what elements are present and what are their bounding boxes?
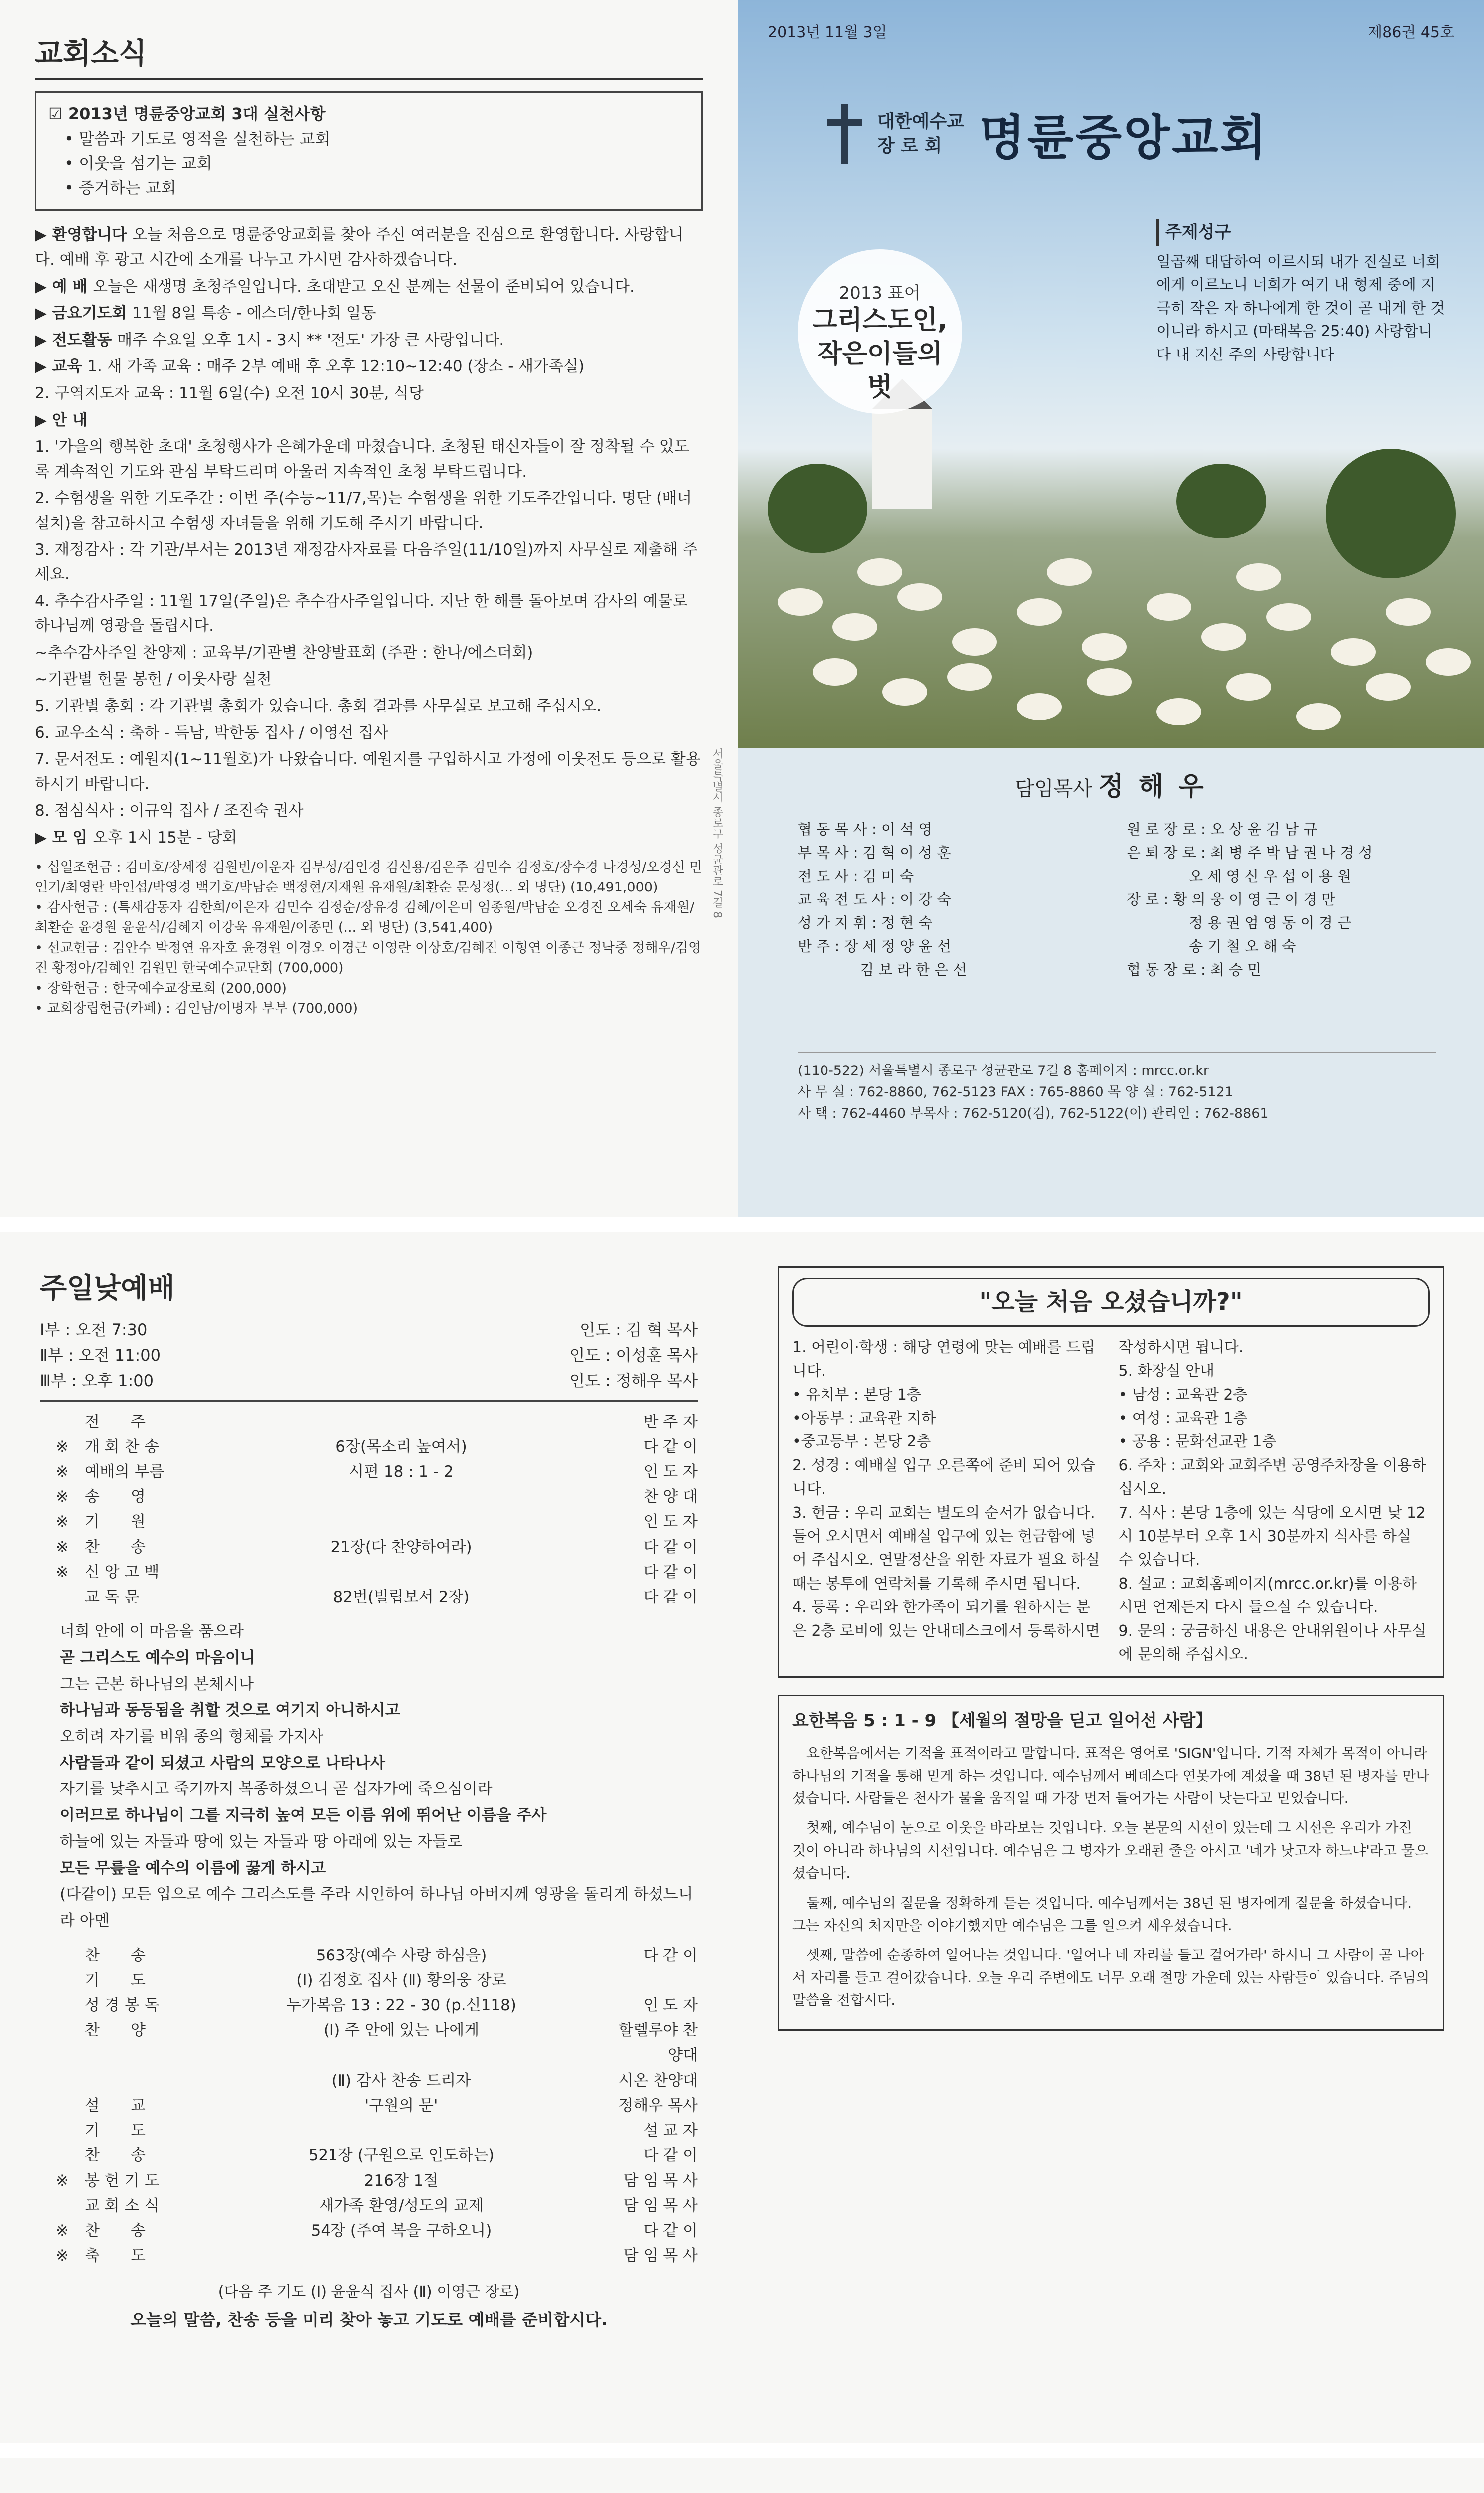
order-row [40,1459,698,1484]
order-detail: 216장 1절 [364,2171,439,2190]
sheep-icon [882,678,927,706]
address-line: (110-522) 서울특별시 종로구 성균관로 7길 8 홈페이지 : mrcc.or.kr [798,1063,1209,1078]
news-label: ▶ 안 내 [35,411,88,429]
order-person: 다 같 이 [643,1437,698,1456]
order-item: 개 회 찬 송 [85,1437,160,1456]
creed-line: 모든 무릎을 예수의 이름에 꿇게 하시고 [60,1859,326,1877]
news-item [35,408,703,433]
staff-entry: 교 육 전 도 사 : 이 강 숙 [798,890,951,908]
responsive-reading [60,1618,698,1934]
order-person: 정해우 목사 [618,2096,698,2115]
cover-panel [738,0,1484,1217]
guide-line: • 여성 : 교육관 1층 [1118,1410,1248,1427]
order-person: 인 도 자 [643,1513,698,1531]
service-times [40,1317,698,1402]
news-item [35,223,703,272]
address-line: 사 택 : 762-4460 부목사 : 762-5120(김), 762-5122(이) 관리인 : 762-8861 [798,1106,1269,1122]
news-text: 오늘은 새생명 초청주일입니다. 초대받고 오신 분께는 선물이 준비되어 있습니다. [93,277,635,296]
sheep-icon [832,613,877,641]
offering-note: • 십일조헌금 : 김미호/장세정 김원빈/이운자 김부성/김인경 김신용/김은주 김민수 김정호/장수경 나경성/오경신 민인기/최영란 박인섭/박영경 백기호/박남순 백정현/지재원 유재원/최환순 문성정(... 외 명단) (10,491,000) [35,859,703,895]
order-mark [40,1943,85,1968]
theme-item: • 말씀과 기도로 영적을 실천하는 교회 [48,129,330,148]
guide-line: 2. 성경 : 예배실 입구 오른쪽에 준비 되어 있습니다. [792,1456,1095,1498]
cross-icon [827,104,862,164]
order-detail: (Ⅰ) 김정호 집사 (Ⅱ) 황의웅 장로 [296,1971,506,1989]
news-item [35,538,703,587]
meditation-title: 요한복음 5 : 1 - 9 【세월의 절망을 딛고 일어선 사람】 [792,1711,1213,1731]
order-mark: ※ [56,1488,69,1506]
order-row [40,2193,698,2218]
guide-line: • 유치부 : 본당 1층 [792,1386,921,1404]
news-list [35,223,703,850]
order-detail [194,2243,608,2268]
visitor-guide [778,1266,1444,1678]
order-person: 담 임 목 사 [623,2196,698,2215]
sheep-icon [1331,638,1376,666]
service-time: Ⅱ부 : 오전 11:00 [40,1346,161,1365]
news-item [35,747,703,797]
creed-line: 사람들과 같이 되셨고 사람의 모양으로 나타나사 [60,1754,385,1772]
sheep-icon [1366,673,1411,701]
creed-line: 그는 근본 하나님의 본체시나 [60,1675,254,1693]
side-address: 서울특별시 종로구 성균관로 7길 8 [711,748,723,918]
order-item [85,2068,194,2093]
guide-right [1119,1336,1430,1666]
order-item: 찬 양 [85,2021,146,2040]
sheep-icon [813,658,857,686]
sheep-icon [1156,698,1201,725]
order-row [40,1993,698,2018]
news-text: 1. 새 가족 교육 : 매주 2부 예배 후 오후 12:10~12:40 (장소 - 새가족실) [87,357,585,376]
meditation-paragraph: 셋째, 말씀에 순종하여 일어나는 것입니다. '일어나 네 자리를 들고 걸어가라' 하시니 그 사람이 곧 나아서 자리를 들고 걸어갔습니다. 오늘 우리 주변에도 너무 오래 절망 가운데 있는 사람들이 있습니다. 주님의 말씀을 전합시다. [792,1947,1430,2008]
news-item [35,355,703,379]
staff-entry: 정 용 권 엄 영 동 이 경 근 [1127,914,1352,931]
senior-pastor: 담임목사 정 해 우 [1015,772,1207,802]
order-detail: 누가복음 13 : 22 - 30 (p.신118) [286,1996,516,2014]
issue-date: 2013년 11월 3일 [768,24,887,41]
news-label: ▶ 모 임 [35,829,93,847]
order-item: 축 도 [85,2247,146,2265]
guide-line: • 남성 : 교육관 2층 [1118,1386,1248,1404]
news-item [35,721,703,746]
news-item [35,694,703,719]
order-mark: ※ [56,2171,69,2190]
staff-entry: 김 보 라 한 은 선 [798,961,967,978]
order-item: 신 앙 고 백 [85,1563,160,1581]
news-item [35,667,703,692]
order-person: 다 같 이 [643,1538,698,1556]
order-detail: 82번(빌립보서 2장) [333,1588,470,1606]
order-mark [40,2193,85,2218]
order-detail: 6장(목소리 높여서) [335,1437,467,1456]
order-row [40,1484,698,1509]
order-person: 설 교 자 [643,2122,698,2140]
order-row [40,2168,698,2193]
order-mark: ※ [56,1513,69,1531]
news-text: ~추수감사주일 찬양제 : 교육부/기관별 찬양발표회 (주관 : 한나/에스더회) [35,643,533,662]
order-mark: ※ [56,2221,69,2240]
order-detail [194,1509,608,1534]
order-person: 담 임 목 사 [623,2247,698,2265]
news-item [35,799,703,824]
order-detail: 521장 (구원으로 인도하는) [308,2146,495,2165]
sheep-icon [1047,558,1092,586]
guide-line: 1. 어린이·학생 : 해당 연령에 맞는 예배를 드립니다. [792,1338,1095,1380]
fold-line [0,1217,1484,1232]
church-address [798,1052,1436,1125]
order-detail: (Ⅱ) 감사 찬송 드리자 [331,2071,471,2090]
staff-entry: 협 동 목 사 : 이 석 영 [798,821,933,838]
news-title: 교회소식 [35,30,703,80]
order-item: 전 주 [85,1413,146,1431]
sheep-icon [1017,693,1062,720]
order-detail [194,1410,608,1434]
order-item: 찬 송 [85,2146,146,2165]
order-person: 다 같 이 [643,1588,698,1606]
sheep-icon [1426,648,1471,676]
news-text: 6. 교우소식 : 축하 - 득남, 박한동 집사 / 이영선 집사 [35,723,389,742]
order-mark [40,2093,85,2118]
news-item [35,826,703,851]
order-row [40,1560,698,1585]
sheep-icon [897,583,942,611]
staff-entry: 반 주 : 장 세 정 양 윤 선 [798,937,951,955]
creed-line: 하늘에 있는 자들과 땅에 있는 자들과 땅 아래에 있는 자들로 [60,1832,463,1851]
order-item: 기 도 [85,2122,146,2140]
news-label: ▶ 금요기도회 [35,304,133,323]
order-mark [40,2018,85,2068]
order-item: 교 회 소 식 [85,2196,160,2215]
service-leader: 인도 : 이성훈 목사 [569,1346,698,1365]
creed-line: 자기를 낮추시고 죽기까지 복종하셨으니 곧 십자가에 죽으심이라 [60,1780,493,1798]
creed-line: 이러므로 하나님이 그를 지극히 높여 모든 이름 위에 뛰어난 이름을 주사 [60,1806,547,1825]
worship-order-cont [40,1943,698,2269]
guide-line: 5. 화장실 안내 [1118,1362,1215,1380]
news-text: 7. 문서전도 : 예원지(1~11월호)가 나왔습니다. 예원지를 구입하시고 가정에 이웃전도 등으로 활용하시기 바랍니다. [35,750,701,793]
order-item: 교 독 문 [85,1588,140,1606]
order-item: 찬 송 [85,2221,146,2240]
order-person: 다 같 이 [643,2146,698,2165]
visitor-guide-panel [738,1232,1484,2443]
worship-order [40,1410,698,1610]
guide-line: 3. 헌금 : 우리 교회는 별도의 순서가 없습니다. 들어 오시면서 예배실 입구에 있는 헌금함에 넣어 주십시오. 연말정산을 위한 자료가 필요 하실 때는 봉투에 연락처를 기록해 주시면 됩니다. [792,1504,1100,1593]
sheep-icon [1087,668,1132,696]
meditation-paragraph: 요한복음에서는 기적을 표적이라고 말합니다. 표적은 영어로 'SIGN'입니다. 기적 자체가 목적이 아니라 하나님의 기적을 통해 믿게 하는 것입니다. 예수님께서 베데스다 연못가에 계셨을 때 38년 된 병자를 만나셨습니다. 사람들은 천사가 물을 움직일 때 가장 먼저 들어가는 사람이 낫는다고 믿었습니다. [792,1745,1430,1807]
order-mark [40,1410,85,1434]
order-mark [40,1993,85,2018]
order-item: 송 영 [85,1488,146,1506]
order-item: 찬 송 [85,1946,146,1964]
news-item [35,301,703,326]
order-mark [40,2068,85,2093]
staff-entry: 전 도 사 : 김 미 숙 [798,867,914,885]
order-person: 인 도 자 [643,1996,698,2014]
order-person: 찬 양 대 [643,1488,698,1506]
news-text: 1. '가을의 행복한 초대' 초청행사가 은혜가운데 마쳤습니다. 초청된 태신자들이 잘 정착될 수 있도록 계속적인 기도와 관심 부탁드리며 아울러 지속적인 초청 부탁드립니다. [35,438,689,481]
order-mark: ※ [56,1437,69,1456]
sunday-worship-panel [0,1232,738,2443]
sheep-icon [1266,603,1311,631]
guide-line: 8. 설교 : 교회홈페이지(mrcc.or.kr)를 이용하시면 언제든지 다시 들으실 수 있습니다. [1118,1575,1417,1616]
creed-line: (다같이) 모든 입으로 예수 그리스도를 주라 시인하여 하나님 아버지께 영광을 돌리게 하셨느니라 아멘 [60,1885,693,1930]
staff-entry: 성 가 지 휘 : 정 현 숙 [798,914,933,931]
order-row [40,1585,698,1609]
offering-note: • 선교헌금 : 김안수 박정연 유자호 윤경원 이경오 이경근 이영란 이상호/김혜진 이형연 이종근 정낙중 정해우/김영진 황정아/김혜인 김원민 한국예수교단회 (700,000) [35,940,702,976]
calendar-panel [738,2458,1484,2493]
order-row [40,1968,698,1993]
news-text: 2. 구역지도자 교육 : 11월 6일(수) 오전 10시 30분, 식당 [35,384,424,402]
staff-entry: 협 동 장 로 : 최 승 민 [1127,961,1262,978]
order-detail: 21장(다 찬양하여라) [330,1538,472,1556]
staff-entry: 송 기 철 오 해 숙 [1127,937,1296,955]
staff-entry: 원 로 장 로 : 오 상 윤 김 남 규 [1127,821,1318,838]
order-row [40,2018,698,2068]
news-item [35,381,703,406]
order-person: 인 도 자 [643,1463,698,1481]
staff-entry: 장 로 : 황 의 웅 이 영 근 이 경 만 [1127,890,1336,908]
guide-line: 6. 주차 : 교회와 교회주변 공영주차장을 이용하십시오. [1118,1456,1427,1498]
theme-title: ☑ 2013년 명륜중앙교회 3대 실천사항 [48,104,326,123]
service-time: Ⅰ부 : 오전 7:30 [40,1320,148,1339]
guide-line: •중고등부 : 본당 2층 [792,1433,931,1451]
fold-line [0,2443,1484,2458]
church-news-panel [0,0,738,1217]
afternoon-worship-panel [0,2458,738,2493]
order-item: 찬 송 [85,1538,146,1556]
sheep-icon [1017,598,1062,626]
order-detail: (Ⅰ) 주 안에 있는 나에게 [323,2021,480,2040]
creed-line: 오히려 자기를 비워 종의 형체를 가지사 [60,1728,324,1746]
church-title [827,100,1268,168]
meditation [778,1695,1444,2031]
sheep-icon [952,628,997,656]
guide-line: • 공용 : 문화선교관 1층 [1118,1433,1277,1451]
sheep-icon [1226,673,1271,701]
news-label: ▶ 예 배 [35,277,93,296]
order-row [40,1509,698,1534]
theme-verse: 주제성구 일곱째 대답하여 이르시되 내가 진실로 너희에게 이르노니 너희가 여기 내 형제 중에 지극히 작은 자 하나에게 한 것이 곧 내게 한 것이니라 하시고 (마태복음 25:40) 사랑합니다 내 지신 주의 사랑합니다 [1156,219,1446,366]
visitor-title: "오늘 처음 오셨습니까?" [792,1278,1430,1327]
order-detail [194,1484,608,1509]
news-item [35,486,703,535]
address-line: 사 무 실 : 762-8860, 762-5123 FAX : 765-8860 목 양 실 : 762-5121 [798,1084,1233,1100]
staff-entry: 부 목 사 : 김 혁 이 성 훈 [798,844,951,861]
order-row [40,2218,698,2243]
sheep-icon [1236,563,1281,591]
news-item [35,328,703,353]
order-detail [194,1560,608,1585]
news-text: 2. 수험생을 위한 기도주간 : 이번 주(수능~11/7,목)는 수험생을 위한 기도주간입니다. 명단 (배너설치)을 참고하시고 수험생 자녀들을 위해 기도해 주시기 바랍니다. [35,489,692,532]
order-person: 반 주 자 [643,1413,698,1431]
order-row [40,2143,698,2168]
order-person [608,1968,698,1993]
order-detail [194,2118,608,2143]
news-text: 8. 점심식사 : 이규익 집사 / 조진숙 권사 [35,802,304,820]
order-person: 담 임 목 사 [623,2171,698,2190]
news-text: 4. 추수감사주일 : 11월 17일(주일)은 추수감사주일입니다. 지난 한 해를 돌아보며 감사의 예물로 하나님께 영광을 돌립시다. [35,592,688,635]
sheep-icon [857,558,902,586]
order-row [40,2118,698,2143]
church-name: 명륜중앙교회 [979,110,1269,166]
offering-note: • 감사헌금 : (특새감동자 김한희/이은자 김민수 김정순/장유경 김혜/이은미 엄종원/박남순 오경진 오세숙 유재원/최환순 윤경원 윤윤식/김혜지 이강욱 유재원/이종민 (... 외 명단) (3,541,400) [35,899,695,936]
order-mark: ※ [56,1563,69,1581]
guide-line: 작성하시면 됩니다. [1118,1338,1244,1356]
order-mark [40,1968,85,1993]
offering-note: • 장학헌금 : 한국예수교장로회 (200,000) [35,980,287,996]
sheep-icon [947,663,992,691]
meditation-paragraph: 첫째, 예수님이 눈으로 이웃을 바라보는 것입니다. 오늘 본문의 시선이 있는데 그 시선은 우리가 가진 것이 아니라 하나님의 시선입니다. 예수님은 그 병자가 오래된 줄을 아시고 '네가 낫고자 하느냐'라고 물으셨습니다. [792,1819,1429,1882]
service-leader: 인도 : 김 혁 목사 [580,1320,698,1339]
staff-entry: 오 세 영 신 우 섭 이 용 원 [1127,867,1352,885]
news-text: 5. 기관별 총회 : 각 기관별 총회가 있습니다. 총회 결과를 사무실로 보고해 주십시오. [35,697,602,715]
order-detail: 새가족 환영/성도의 교제 [319,2196,484,2215]
order-person: 할렐루야 찬양대 [618,2021,698,2065]
guide-line: •아동부 : 교육관 지하 [792,1410,936,1427]
worship-note: (다음 주 기도 (Ⅰ) 윤윤식 집사 (Ⅱ) 이영근 장로) 오늘의 말씀, 찬송 등을 미리 찾아 놓고 기도로 예배를 준비합시다. [130,2283,608,2330]
sunday-worship-title: 주일낮예배 [40,1272,175,1305]
theme-item: • 증거하는 교회 [48,178,176,197]
staff-list [798,818,1436,982]
news-text: 11월 8일 특송 - 에스더/한나회 일동 [132,304,376,323]
year-motto: 2013 표어 그리스도인, 작은이들의 벗 [798,249,962,414]
service-leader: 인도 : 정해우 목사 [569,1371,698,1391]
guide-line: 9. 문의 : 궁금하신 내용은 안내위원이나 사무실에 문의해 주십시오. [1118,1622,1427,1663]
order-mark: ※ [56,1463,69,1481]
sheep-icon [1296,703,1341,730]
theme-item: • 이웃을 섬기는 교회 [48,154,212,173]
order-row [40,1410,698,1434]
order-item: 봉 헌 기 도 [85,2171,160,2190]
order-person: 다 같 이 [643,1563,698,1581]
news-item [35,435,703,484]
sheep-icon [1201,623,1246,651]
order-mark [40,1585,85,1609]
news-item [35,589,703,639]
news-text: 3. 재정감사 : 각 기관/부서는 2013년 재정감사자료를 다음주일(11/10일)까지 사무실로 제출해 주세요. [35,540,698,584]
meditation-paragraph: 둘째, 예수님의 질문을 정확하게 듣는 것입니다. 예수님께서는 38년 된 병자에게 질문을 하셨습니다. 그는 자신의 처지만을 이야기했지만 예수님은 그를 일으켜 세우셨습니다. [792,1894,1412,1934]
order-item: 기 원 [85,1513,146,1531]
offering-list [35,858,703,1019]
guide-left [792,1336,1104,1666]
guide-line: 4. 등록 : 우리와 한가족이 되기를 원하시는 분은 2층 로비에 있는 안내데스크에서 등록하시면 [792,1599,1100,1640]
staff-entry: 은 퇴 장 로 : 최 병 주 박 남 권 나 경 성 [1127,844,1373,861]
order-mark [40,2143,85,2168]
order-item: 성 경 봉 독 [85,1996,160,2014]
sheep-icon [778,588,823,616]
order-detail: 시편 18 : 1 - 2 [349,1463,454,1481]
denomination: 대한예수교 장 로 회 [877,111,964,156]
issue-number: 제86권 45호 [1368,24,1454,41]
order-row [40,2093,698,2118]
order-person: 다 같 이 [643,1946,698,1964]
order-detail: 54장 (주여 복을 구하오니) [311,2221,492,2240]
news-item [35,641,703,666]
sheep-icon [1082,633,1127,661]
order-row [40,2068,698,2093]
creed-line: 너희 안에 이 마음을 품으라 [60,1622,244,1641]
news-text: ~기관별 헌물 봉헌 / 이웃사랑 실천 [35,670,272,689]
offering-note: • 교회장립헌금(카페) : 김인남/이명자 부부 (700,000) [35,1001,358,1017]
news-text: 오후 1시 15분 - 당회 [93,829,237,847]
sheep-icon [1147,593,1191,621]
order-item: 설 교 [85,2096,146,2115]
cover-header [768,20,1454,42]
order-person: 시온 찬양대 [618,2071,698,2090]
news-text: 매주 수요일 오후 1시 - 3시 ** '전도' 가장 큰 사랑입니다. [117,331,504,349]
guide-line: 7. 식사 : 본당 1층에 있는 식당에 오시면 낮 12시 10분부터 오후 1시 30분까지 식사를 하실 수 있습니다. [1118,1504,1426,1569]
news-label: ▶ 교육 [35,357,88,376]
order-mark: ※ [56,1538,69,1556]
order-detail: 563장(예수 사랑 하심을) [316,1946,487,1964]
service-time: Ⅲ부 : 오후 1:00 [40,1371,154,1391]
order-detail: '구원의 문' [364,2096,438,2115]
sheep-icon [1386,598,1431,626]
order-item: 기 도 [85,1971,146,1989]
creed-line: 하나님과 동등됨을 취할 것으로 여기지 아니하시고 [60,1701,400,1720]
news-label: ▶ 전도활동 [35,331,118,349]
news-label: ▶ 환영합니다 [35,226,133,244]
theme-box [35,91,703,211]
order-mark [40,2118,85,2143]
order-row [40,1434,698,1459]
order-row [40,1535,698,1560]
news-item [35,275,703,300]
creed-line: 곧 그리스도 예수의 마음이니 [60,1649,255,1667]
news-text: 오늘 처음으로 명륜중앙교회를 찾아 주신 여러분을 진심으로 환영합니다. 사랑합니다. 예배 후 광고 시간에 소개를 나누고 가시면 감사하겠습니다. [35,226,684,269]
order-row [40,2243,698,2268]
order-item: 예배의 부름 [85,1463,165,1481]
order-mark: ※ [56,2247,69,2265]
order-person: 다 같 이 [643,2221,698,2240]
order-row [40,1943,698,1968]
